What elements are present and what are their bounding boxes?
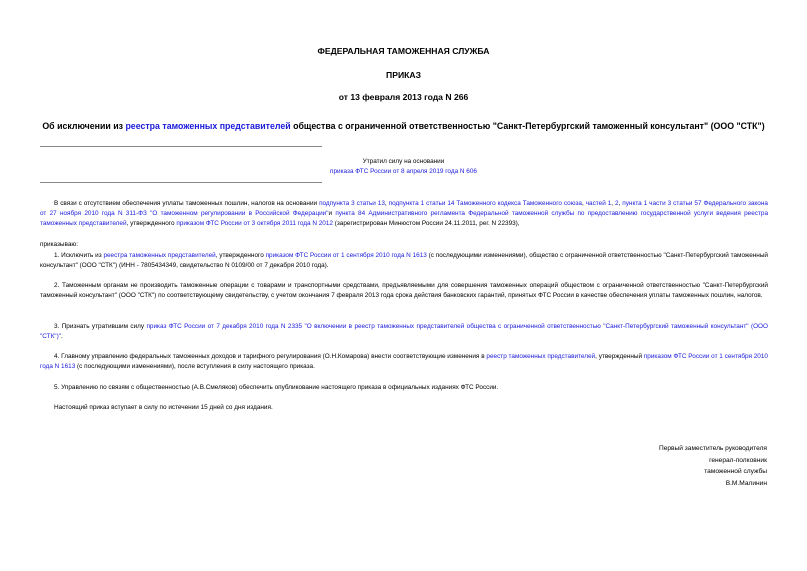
preamble-paragraph: В связи с отсутствием обеспечения уплаты таможенных пошлин, налогов на основании подпункта 3 статьи 13, подпункта 1 статьи 14 Таможенного кодекса Таможенного союза, частей 1, 2, пункта 1 части 3 статьи 57 Федерального закона от 27 ноября 2010 года N 311-ФЗ "О таможенном регулировании в Российской Федерации"и пункта 84 Административного регламента Федеральной таможенной службы по предоставлению государственной услуги ведения реестра таможенных представителей, утвержденного приказом ФТС России от 3 октября 2011 года N 2012 (зарегистрирован Минюстом России 24.11.2011, рег. N 22393), (40, 200, 768, 227)
item-3-paragraph: 3. Признать утратившим силу приказ ФТС России от 7 декабря 2010 года N 2335 "О включении в реестр таможенных представителей общества с ограниченной ответственностью "Санкт-Петербургский таможенный консультант" (ООО "СТК")". (40, 323, 768, 340)
law-link[interactable]: подпункта 1 статьи 14 Таможенного кодекса Таможенного союза (388, 200, 582, 207)
item-2-paragraph: 2. Таможенным органам не производить таможенные операции с товарами и транспортными средствами, предъявляемыми для совершения таможенных операций обществом с ограниченной ответственностью "Санкт-Петербургский таможенный консультант" (ООО "СТК") по соответствующему свидетельству, с учетом окончания 7 февраля 2013 года срока действия банковских гарантий, принятых ФТС России в качестве обеспечения уплаты таможенных пошлин, налогов. (40, 282, 768, 299)
title-text: Об исключении из (42, 121, 126, 131)
title-text-2: общества с ограниченной ответственностью "Санкт-Петербургский таможенный консультант" (ООО "СТК") (290, 121, 765, 131)
signature-rank: генерал-полковник (709, 456, 767, 464)
effective-date-paragraph: Настоящий приказ вступает в силу по истечении 15 дней со дня издания. (54, 404, 273, 411)
order-link[interactable]: приказом ФТС России от 1 сентября 2010 года N 1613 (265, 252, 427, 259)
divider-top (40, 146, 322, 147)
signature-service: таможенной службы (704, 468, 767, 475)
registry-link[interactable]: реестра таможенных представителей (103, 252, 216, 259)
item-1-paragraph: 1. Исключить из реестра таможенных представителей, утвержденного приказом ФТС России от 1 сентября 2010 года N 1613 (с последующими изменениями), общество с ограниченной ответственностью "Санкт-Петербургский таможенный консультант" (ООО "СТК") (ИНН - 7805434349, свидетельство N 0109/00 от 7 декабря 2010 года). (40, 252, 768, 269)
status-note-text: Утратил силу на основании (362, 158, 445, 165)
law-link[interactable]: частей 1 (585, 200, 612, 207)
regulation-link[interactable]: пункта 84 Административного регламента Федеральной таможенной службы по предоставлению государственной услуги ведения реестра таможенных представителей (40, 210, 768, 227)
order-link[interactable]: приказ ФТС России от 7 декабря 2010 года N 2335 "О включении в реестр таможенных представителей общества с ограниченной ответственностью "Санкт-Петербургский таможенный консультант" (ООО "СТК")" (40, 323, 768, 340)
law-link[interactable]: пункта 1 части 3 статьи 57 Федерального закона от 27 ноября 2010 года N 311-ФЗ "О таможенном регулировании в Российской Федерации" (40, 200, 768, 217)
law-link[interactable]: 2 (614, 200, 619, 207)
prikazyvayu-text: приказываю: (40, 241, 78, 248)
item-5-paragraph: 5. Управлению по связям с общественностью (А.В.Смеляков) обеспечить опубликование настоящего приказа в официальных изданиях ФТС России. (54, 384, 499, 391)
document-type: ПРИКАЗ (386, 70, 421, 80)
item-4-paragraph: 4. Главному управлению федеральных таможенных доходов и тарифного регулирования (О.Н.Комарова) внести соответствующие изменения в реестр таможенных представителей, утвержденный приказом ФТС России от 1 сентября 2010 года N 1613 (с последующими изменениями), после вступления в силу настоящего приказа. (40, 353, 768, 370)
document-title (0, 121, 807, 131)
document-date: от 13 февраля 2013 года N 266 (338, 92, 469, 102)
title-registry-link[interactable]: реестра таможенных представителей (125, 121, 291, 131)
registry-link[interactable]: реестр таможенных представителей (486, 353, 596, 360)
status-note (0, 157, 807, 177)
law-link[interactable]: подпункта 3 статьи 13 (319, 200, 385, 207)
status-note-link[interactable]: приказа ФТС России от 8 апреля 2019 года N 606 (330, 168, 477, 175)
order-link[interactable]: приказом ФТС России от 1 сентября 2010 года N 1613 (40, 353, 768, 370)
order-link[interactable]: приказом ФТС России от 3 октября 2011 года N 2012 (176, 220, 333, 227)
document-org: ФЕДЕРАЛЬНАЯ ТАМОЖЕННАЯ СЛУЖБА (317, 46, 490, 56)
signature-block (659, 443, 767, 489)
signature-name: В.М.Малинин (725, 479, 767, 487)
signature-position: Первый заместитель руководителя (658, 445, 767, 452)
divider-bottom (40, 182, 322, 183)
